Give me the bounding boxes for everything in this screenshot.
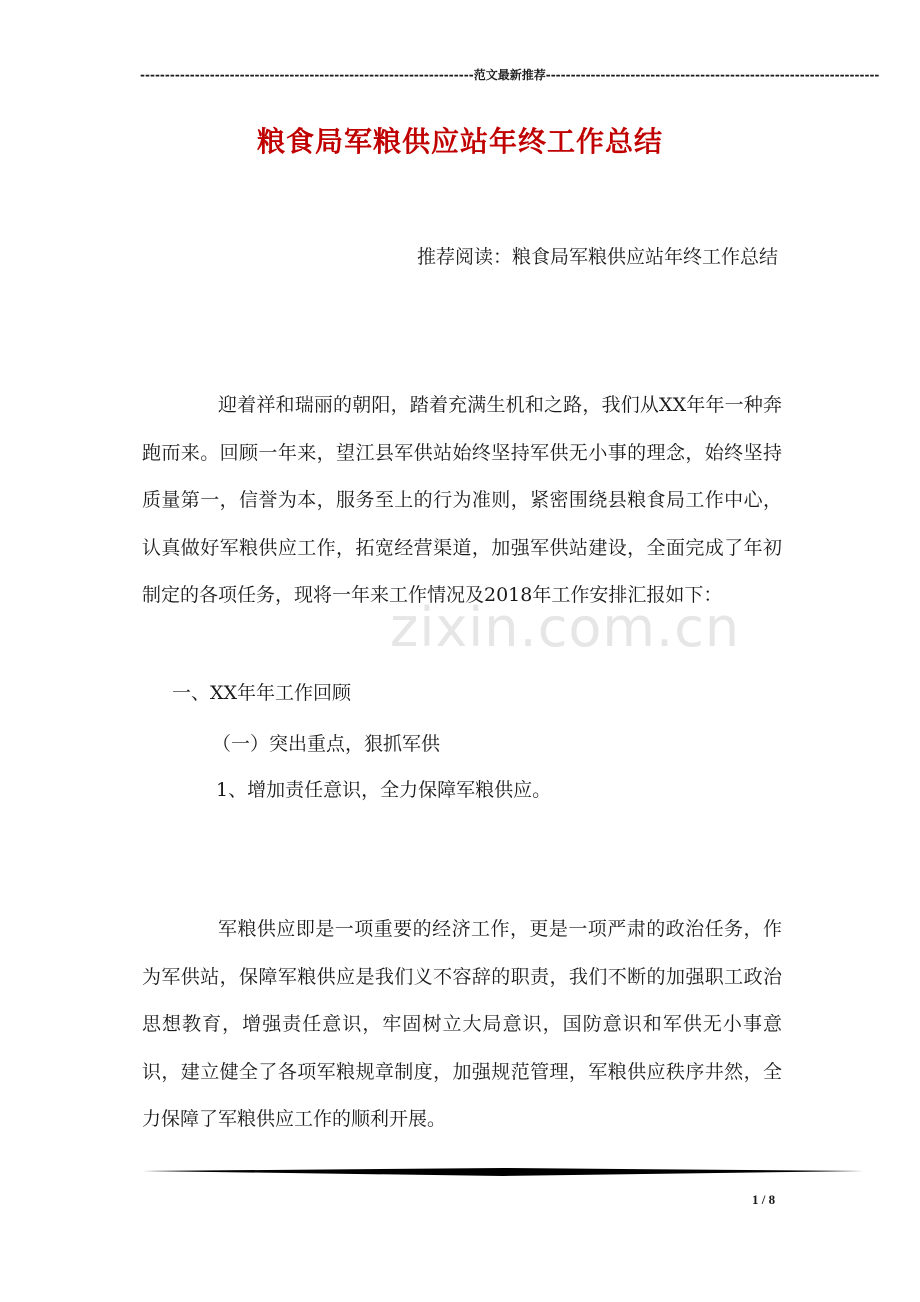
- header-label: 范文最新推荐: [473, 68, 546, 82]
- header-dashes-left: -------------------------------------------------------------------: [140, 68, 474, 82]
- recommended-reading: 推荐阅读：粮食局军粮供应站年终工作总结: [416, 246, 778, 268]
- document-title: 粮食局军粮供应站年终工作总结: [256, 125, 663, 158]
- header-dashes-right: -------------------------------------------------------------------: [545, 68, 880, 82]
- watermark: zixin.com.cn: [390, 596, 741, 659]
- body-paragraph: 军粮供应即是一项重要的经济工作，更是一项严肃的政治任务，作为军供站，保障军粮供应是我们义不容辞的职责，我们不断的加强职工政治思想教育，增强责任意识，牢固树立大局意识，国防意识和军供无小事意识，建立健全了各项军粮规章制度，加强规范管理，军粮供应秩序井然，全力保障了军粮供应工作的顺利开展。: [142, 918, 782, 1130]
- subsection-heading: （一）突出重点，狠抓军供: [212, 733, 441, 755]
- footer-rule: [142, 1168, 864, 1176]
- page-header: [140, 66, 880, 83]
- section-heading: 一、XX年年工作回顾: [172, 682, 352, 704]
- intro-paragraph: 迎着祥和瑞丽的朝阳，踏着充满生机和之路，我们从XX年年一种奔跑而来。回顾一年来，望江县军供站始终坚持军供无小事的理念，始终坚持质量第一，信誉为本，服务至上的行为准则，紧密围绕县粮食局工作中心，认真做好军粮供应工作，拓宽经营渠道，加强军供站建设，全面完成了年初制定的各项任务，现将一年来工作情况及2018年工作安排汇报如下：: [142, 394, 782, 606]
- page-number: 1 / 8: [752, 1192, 776, 1207]
- item-heading: 1、增加责任意识，全力保障军粮供应。: [216, 779, 552, 801]
